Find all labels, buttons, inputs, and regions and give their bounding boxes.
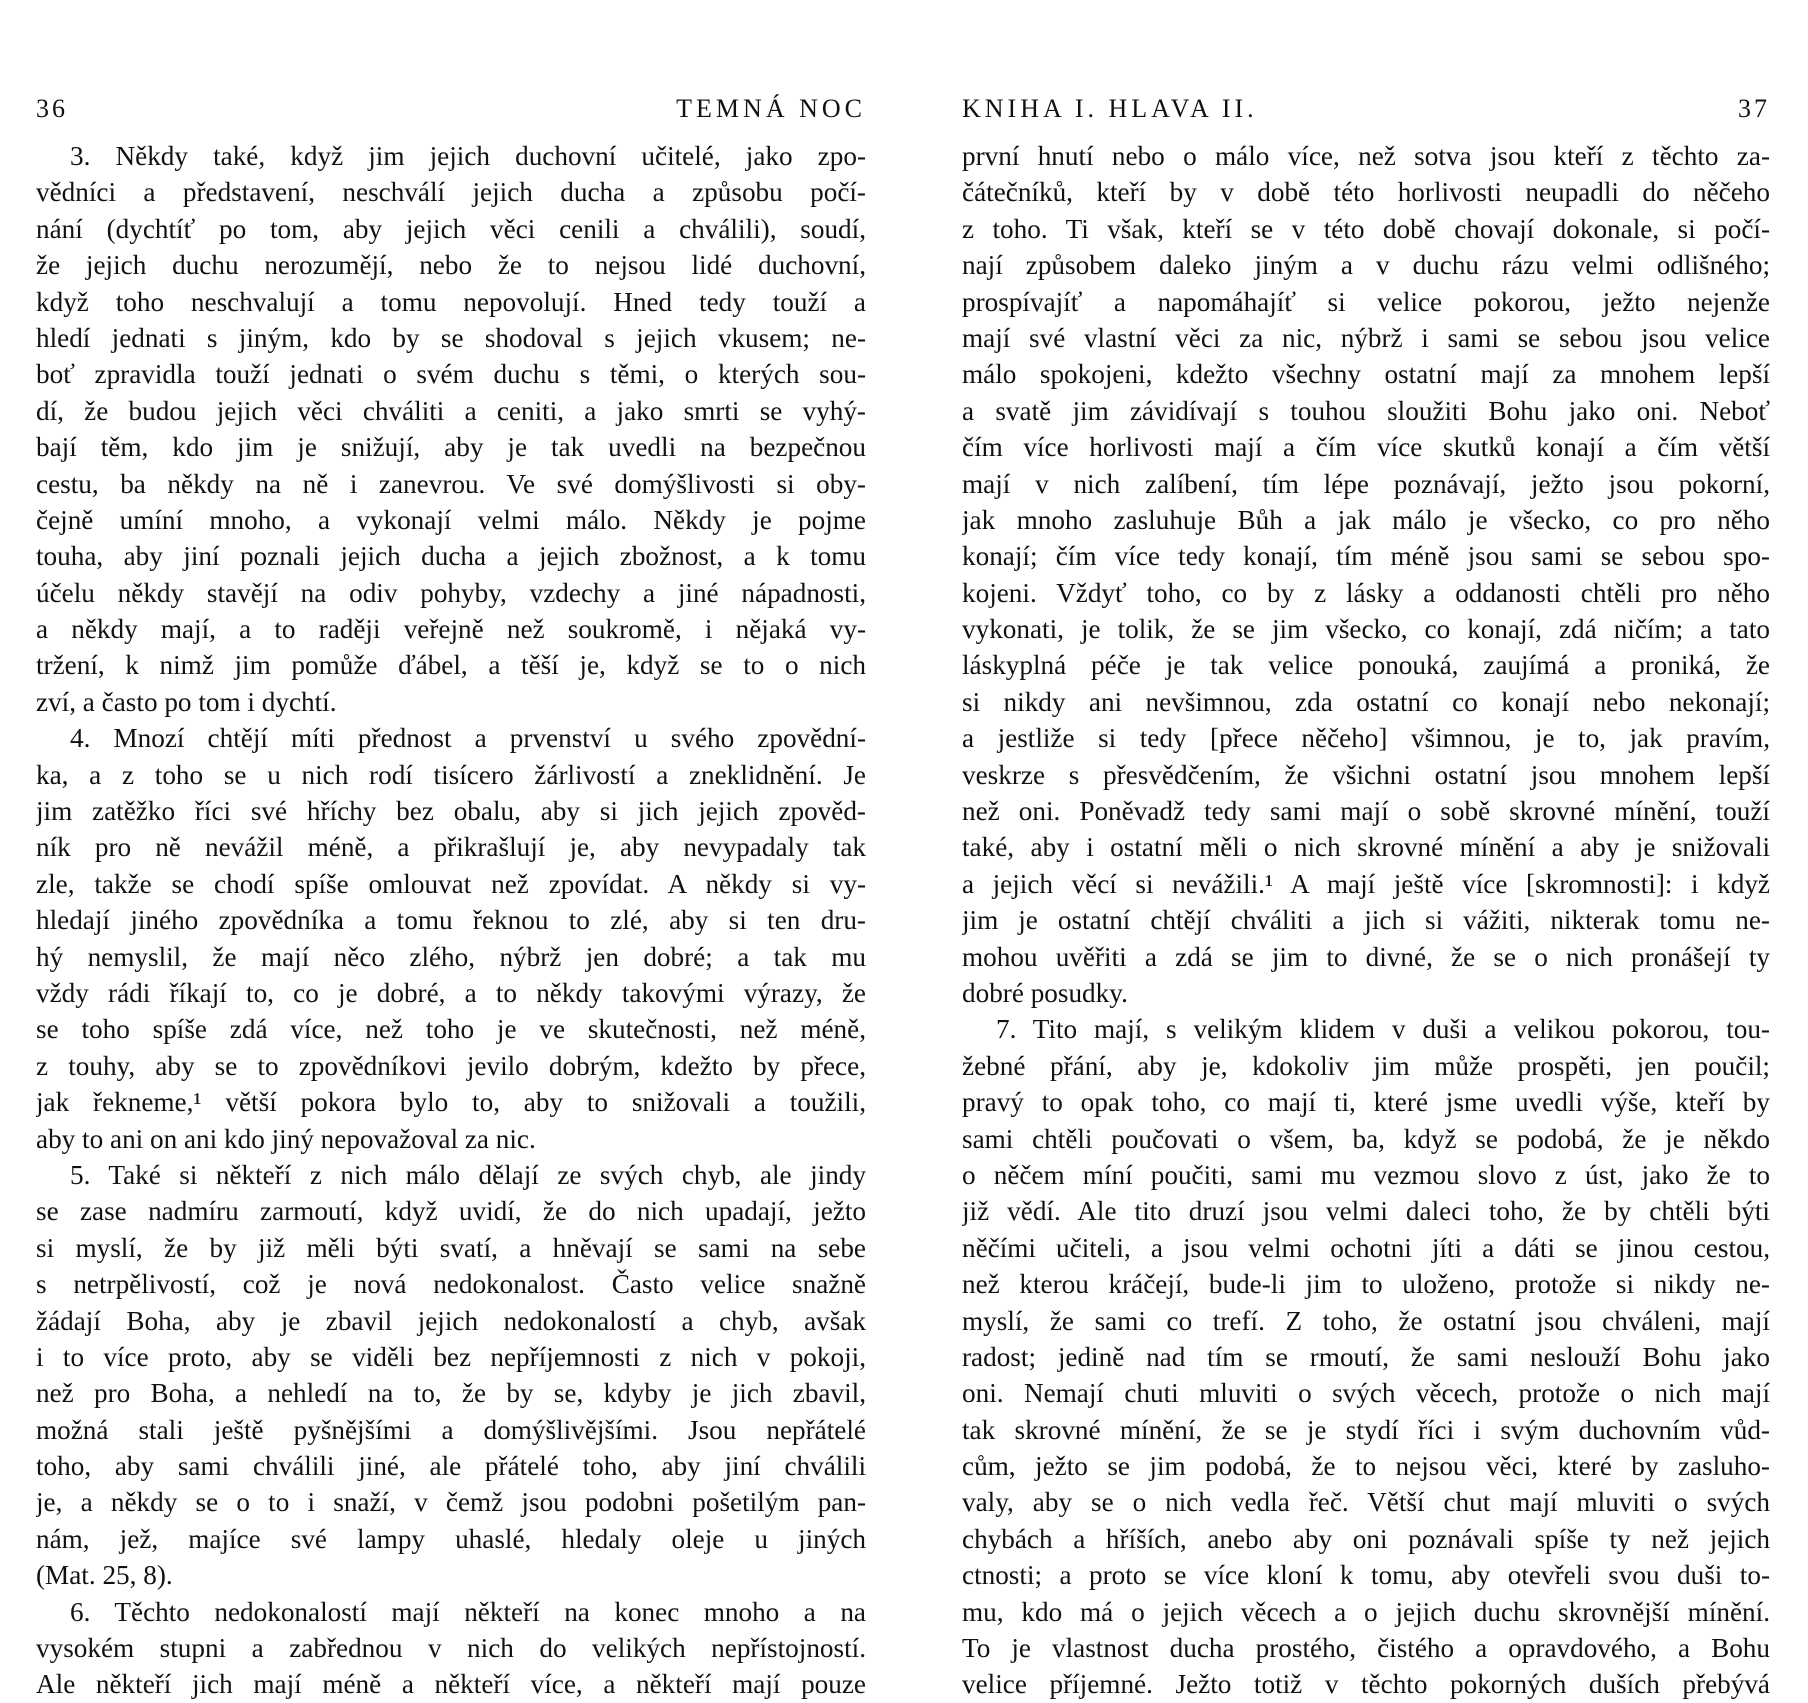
text-line: radost; jedině nad tím se rmoutí, že sami neslouží Bohu jako	[962, 1341, 1770, 1372]
text-line: z toho. Ti však, kteří se v této době chovají dokonale, si počí-	[962, 213, 1770, 244]
text-line: již vědí. Ale tito druzí jsou velmi daleci toho, že by chtěli býti	[962, 1196, 1770, 1227]
text-line: o něčem míní poučiti, sami mu vezmou slovo z úst, jako že to	[962, 1159, 1770, 1190]
text-line: s netrpělivostí, což je nová nedokonalost. Často velice snažně	[36, 1269, 866, 1300]
right-page-text	[962, 138, 1770, 1703]
text-line: sami chtěli poučovati o všem, ba, když se podobá, že je někdo	[962, 1123, 1770, 1154]
text-line: zle, takže se chodí spíše omlouvat než zpovídat. A někdy si vy-	[36, 868, 866, 899]
text-line: a jejich věcí si nevážili.¹ A mají ještě více [skromnosti]: i když	[962, 868, 1770, 899]
text-line: (Mat. 25, 8).	[36, 1560, 173, 1591]
text-line: tak skrovné mínění, že se je stydí říci i svým duchovním vůd-	[962, 1414, 1770, 1445]
left-page-text	[36, 138, 866, 1703]
text-line: hledí jednati s jiným, kdo by se shodoval s jejich vkusem; ne-	[36, 322, 866, 353]
text-line: velice příjemné. Ježto totiž v těchto pokorných duších přebývá	[962, 1669, 1770, 1700]
text-line: mu, kdo má o jejich věcech a o jejich duchu skrovnější mínění.	[962, 1596, 1770, 1627]
text-line: 4. Mnozí chtějí míti přednost a prvenství u svého zpovědní-	[70, 723, 866, 754]
text-line: málo spokojeni, kdežto všechny ostatní mají za mnohem lepší	[962, 359, 1770, 390]
text-line: zví, a často po tom i dychtí.	[36, 686, 337, 717]
text-line: valy, aby se o nich vedla řeč. Větší chut mají mluviti o svých	[962, 1487, 1770, 1518]
text-line: To je vlastnost ducha prostého, čistého a opravdového, a Bohu	[962, 1633, 1770, 1664]
text-line: něčími učiteli, a jsou velmi ochotni jíti a dáti se jinou cestou,	[962, 1232, 1770, 1263]
text-line: 6. Těchto nedokonalostí mají někteří na konec mnoho a na	[70, 1596, 866, 1627]
text-line: také, aby i ostatní měli o nich skrovné mínění a aby je snižovali	[962, 832, 1770, 863]
text-line: pravý to opak toho, co mají ti, které jsme uvedli výše, kteří by	[962, 1087, 1770, 1118]
text-line: a někdy mají, a to raději veřejně než soukromě, i nějaká vy-	[36, 614, 866, 645]
left-page-header	[36, 94, 866, 134]
text-line: čejně umíní mnoho, a vykonají velmi málo. Někdy je pojme	[36, 504, 866, 535]
running-head: TEMNÁ NOC	[676, 94, 866, 123]
text-line: první hnutí nebo o málo více, než sotva jsou kteří z těchto za-	[962, 141, 1770, 171]
text-line: nají způsobem daleko jiným a v duchu rázu velmi odlišného;	[962, 250, 1770, 281]
text-line: ník pro ně nevážil méně, a přikrašlují je, aby nevypadaly tak	[36, 832, 866, 863]
text-line: než kterou kráčejí, bude-li jim to uloženo, protože si nikdy ne-	[962, 1269, 1770, 1300]
text-line: hý nemyslil, že mají něco zlého, nýbrž jen dobré; a tak mu	[36, 941, 866, 972]
text-line: že jejich duchu nerozumějí, nebo že to nejsou lidé duchovní,	[36, 250, 866, 281]
text-line: cům, ježto se jim podobá, že to nejsou věci, které by zasluho-	[962, 1451, 1770, 1482]
text-line: vysokém stupni a zabřednou v nich do velikých nepřístojností.	[36, 1633, 866, 1664]
text-line: cestu, ba někdy na ně i zanevrou. Ve své domýšlivosti si oby-	[36, 468, 866, 499]
text-line: se toho spíše zdá více, než toho je ve skutečnosti, než méně,	[36, 1014, 866, 1045]
text-line: jak řekneme,¹ větší pokora bylo to, aby to snižovali a toužili,	[36, 1087, 866, 1118]
text-line: 5. Také si někteří z nich málo dělají ze svých chyb, ale jindy	[70, 1159, 866, 1190]
text-line: vykonati, je tolik, že se jim všecko, co konají, zdá ničím; a tato	[962, 614, 1770, 645]
text-line: nám, jež, majíce své lampy uhaslé, hledaly oleje u jiných	[36, 1523, 866, 1554]
text-line: je, a někdy se o to i snaží, v čemž jsou podobni pošetilým pan-	[36, 1487, 866, 1518]
text-line: touha, aby jiní poznali jejich ducha a jejich zbožnost, a k tomu	[36, 541, 866, 572]
text-line: 3. Někdy také, když jim jejich duchovní učitelé, jako zpo-	[70, 141, 866, 171]
running-head: KNIHA I. HLAVA II.	[962, 94, 1258, 123]
text-line: veskrze s přesvědčením, že všichni ostatní jsou mnohem lepší	[962, 759, 1770, 790]
text-line: jim je ostatní chtějí chváliti a jich si vážiti, nikterak tomu ne-	[962, 905, 1770, 936]
text-line: ka, a z toho se u nich rodí tisícero žárlivostí a zneklidnění. Je	[36, 759, 866, 790]
text-line: mají své vlastní věci za nic, nýbrž i sami se sebou jsou velice	[962, 322, 1770, 353]
text-line: vždy rádi říkají to, co je dobré, a to někdy takovými výrazy, že	[36, 977, 866, 1008]
text-line: si nikdy ani nevšimnou, zda ostatní co konají nebo nekonají;	[962, 686, 1770, 717]
text-line: Ale někteří jich mají méně a někteří více, a někteří mají pouze	[36, 1669, 866, 1700]
text-line: prospívajíť a napomáhajíť si velice pokorou, ježto nejenže	[962, 286, 1770, 317]
text-line: se zase nadmíru zarmoutí, když uvidí, že do nich upadají, ježto	[36, 1196, 866, 1227]
text-line: hledají jiného zpovědníka a tomu řeknou to zlé, aby si ten dru-	[36, 905, 866, 936]
text-line: jak mnoho zasluhuje Bůh a jak málo je všecko, co pro něho	[962, 504, 1770, 535]
text-line: když toho neschvalují a tomu nepovolují. Hned tedy touží a	[36, 286, 866, 317]
text-line: ctnosti; a proto se více kloní k tomu, aby otevřeli svou duši to-	[962, 1560, 1770, 1591]
text-line: dí, že budou jejich věci chváliti a ceniti, a jako smrti se vyhý-	[36, 395, 866, 426]
text-line: i to více proto, aby se viděli bez nepříjemnosti z nich v pokoji,	[36, 1341, 866, 1372]
text-line: aby to ani on ani kdo jiný nepovažoval za nic.	[36, 1123, 536, 1154]
text-line: myslí, že sami co trefí. Z toho, že ostatní jsou chváleni, mají	[962, 1305, 1770, 1336]
text-line: mají v nich zalíbení, tím lépe poznávají, ježto jsou pokorní,	[962, 468, 1770, 499]
text-line: konají; čím více tedy konají, tím méně jsou sami se sebou spo-	[962, 541, 1770, 572]
page-number: 36	[36, 94, 68, 123]
text-line: žebné přání, aby je, kdokoliv jim může prospěti, jen poučil;	[962, 1050, 1770, 1081]
text-line: než pro Boha, a nehledí na to, že by se, kdyby je jich zbavil,	[36, 1378, 866, 1409]
text-line: a jestliže si tedy [přece něčeho] všimnou, je to, jak pravím,	[962, 723, 1770, 754]
text-line: tržení, k nimž jim pomůže ďábel, a těší je, když se to o nich	[36, 650, 866, 681]
text-line: láskyplná péče je tak velice ponouká, zaujímá a proniká, že	[962, 650, 1770, 681]
right-page-header	[962, 94, 1770, 134]
text-line: oni. Nemají chuti mluviti o svých věcech, protože o nich mají	[962, 1378, 1770, 1409]
text-line: chybách a hříších, anebo aby oni poznávali spíše ty než jejich	[962, 1523, 1770, 1554]
text-line: mohou uvěřiti a zdá se jim to divné, že se o nich pronášejí ty	[962, 941, 1770, 972]
text-line: žádají Boha, aby je zbavil jejich nedokonalostí a chyb, avšak	[36, 1305, 866, 1336]
text-line: z touhy, aby se to zpovědníkovi jevilo dobrým, kdežto by přece,	[36, 1050, 866, 1081]
text-line: čátečníků, kteří by v době této horlivosti neupadli do něčeho	[962, 177, 1770, 208]
text-line: možná stali ještě pyšnějšími a domýšlivějšími. Jsou nepřátelé	[36, 1414, 866, 1445]
text-line: 7. Tito mají, s velikým klidem v duši a velikou pokorou, tou-	[996, 1014, 1770, 1045]
text-line: a svatě jim závidívají s touhou sloužiti Bohu jako oni. Neboť	[962, 395, 1770, 426]
text-line: vědníci a představení, neschválí jejich ducha a způsobu počí-	[36, 177, 866, 208]
text-line: jim zatěžko říci své hříchy bez obalu, aby si jich jejich zpověd-	[36, 796, 866, 827]
text-line: čím více horlivosti mají a čím více skutků konají a čím větší	[962, 432, 1770, 463]
text-line: kojeni. Vždyť toho, co by z lásky a oddanosti chtěli pro něho	[962, 577, 1770, 608]
page-number: 37	[1738, 94, 1770, 123]
text-line: nání (dychtíť po tom, aby jejich věci cenili a chválili), soudí,	[36, 213, 866, 244]
text-line: boť zpravidla touží jednati o svém duchu s těmi, o kterých sou-	[36, 359, 866, 390]
text-line: dobré posudky.	[962, 977, 1128, 1008]
text-line: bají těm, kdo jim je snižují, aby je tak uvedli na bezpečnou	[36, 432, 866, 463]
text-line: si myslí, že by již měli býti svatí, a hněvají se sami na sebe	[36, 1232, 866, 1263]
text-line: toho, aby sami chválili jiné, ale přátelé toho, aby jiní chválili	[36, 1451, 866, 1482]
text-line: než oni. Poněvadž tedy sami mají o sobě skrovné mínění, touží	[962, 796, 1770, 827]
text-line: účelu někdy stavějí na odiv pohyby, vzdechy a jiné nápadnosti,	[36, 577, 866, 608]
